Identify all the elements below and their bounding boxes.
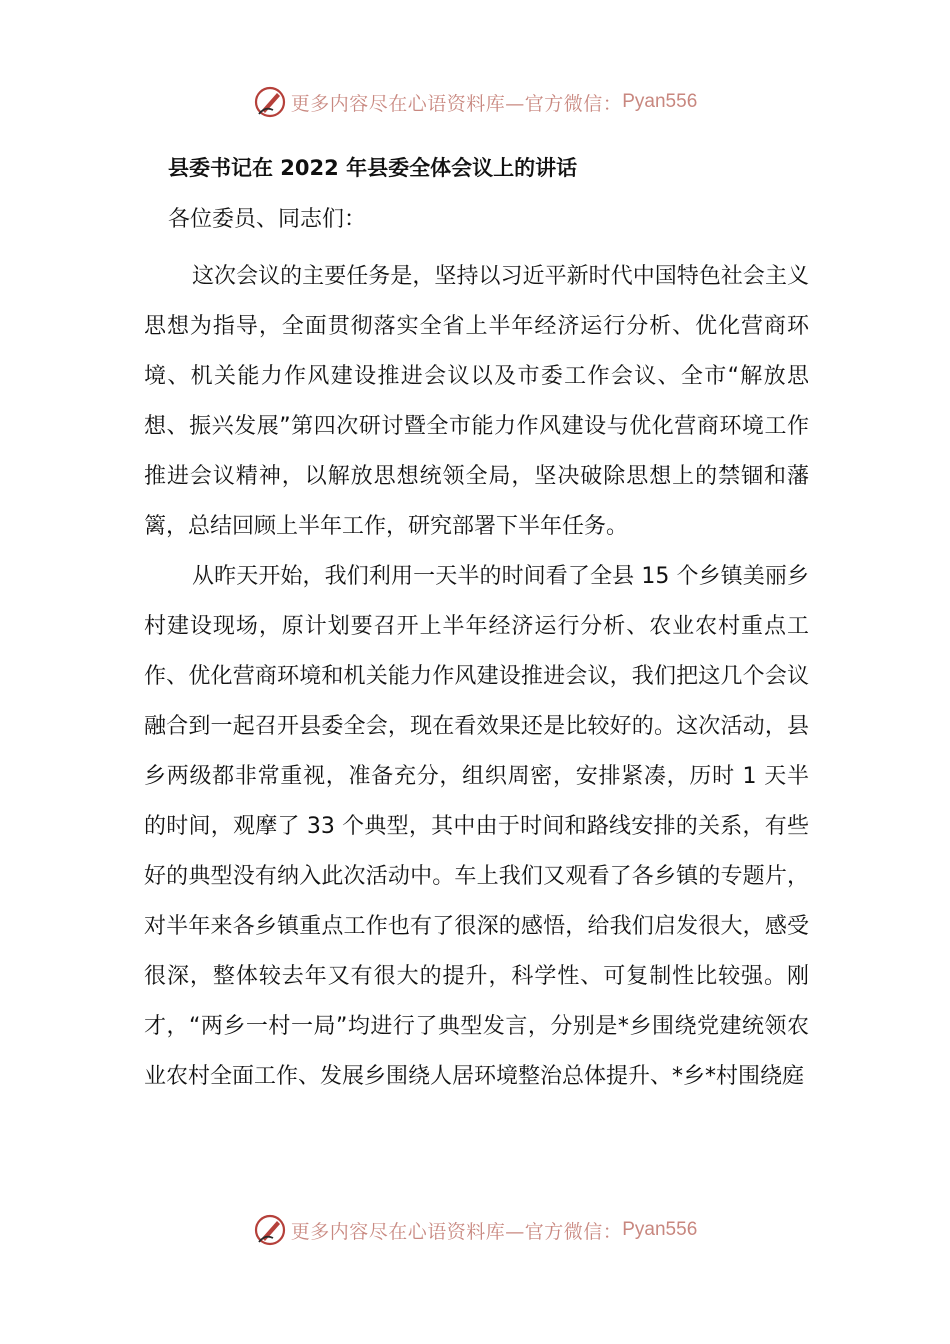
- paragraph: 从昨天开始，我们利用一天半的时间看了全县 15 个乡镇美丽乡村建设现场，原计划要召开上半年经济运行分析、农业农村重点工作、优化营商环境和机关能力作风建设推进会议，我们把这几个会议融合到一起召开县委全会，现在看效果还是比较好的。这次活动，县乡两级都非常重视，准备充分，组织周密，安排紧凑，历时 1 天半的时间，观摩了 33 个典型，其中由于时间和路线安排的关系，有些好的典型没有纳入此次活动中。车上我们又观看了各乡镇的专题片，对半年来各乡镇重点工作也有了很深的感悟，给我们启发很大，感受很深，整体较去年又有很大的提升，科学性、可复制性比较强。刚才，“两乡一村一局”均进行了典型发言，分别是*乡围绕党建统领农业农村全面工作、发展乡围绕人居环境整治总体提升、*乡*村围绕庭: [144, 564, 809, 1089]
- pen-seal-icon: [253, 1213, 287, 1247]
- pen-seal-icon: [253, 85, 287, 119]
- watermark-wechat-id: Pyan556: [622, 1219, 698, 1240]
- document-title: 县委书记在 2022 年县委全体会议上的讲话: [168, 156, 578, 180]
- salutation: 各位委员、同志们：: [168, 207, 367, 232]
- paragraph: 这次会议的主要任务是，坚持以习近平新时代中国特色社会主义思想为指导，全面贯彻落实全省上半年经济运行分析、优化营商环境、机关能力作风建设推进会议以及市委工作会议、全市“解放思想、振兴发展”第四次研讨暨全市能力作风建设与优化营商环境工作推进会议精神，以解放思想统领全局，坚决破除思想上的禁锢和藩篱，总结回顾上半年工作，研究部署下半年任务。: [144, 264, 809, 539]
- watermark-text: 更多内容尽在心语资料库—官方微信：: [290, 1220, 623, 1243]
- watermark-banner-bottom: [0, 1210, 950, 1250]
- watermark-banner-top: [0, 82, 950, 122]
- watermark-text: 更多内容尽在心语资料库—官方微信：: [290, 92, 623, 115]
- watermark-wechat-id: Pyan556: [622, 91, 698, 112]
- document-body: [144, 252, 809, 1102]
